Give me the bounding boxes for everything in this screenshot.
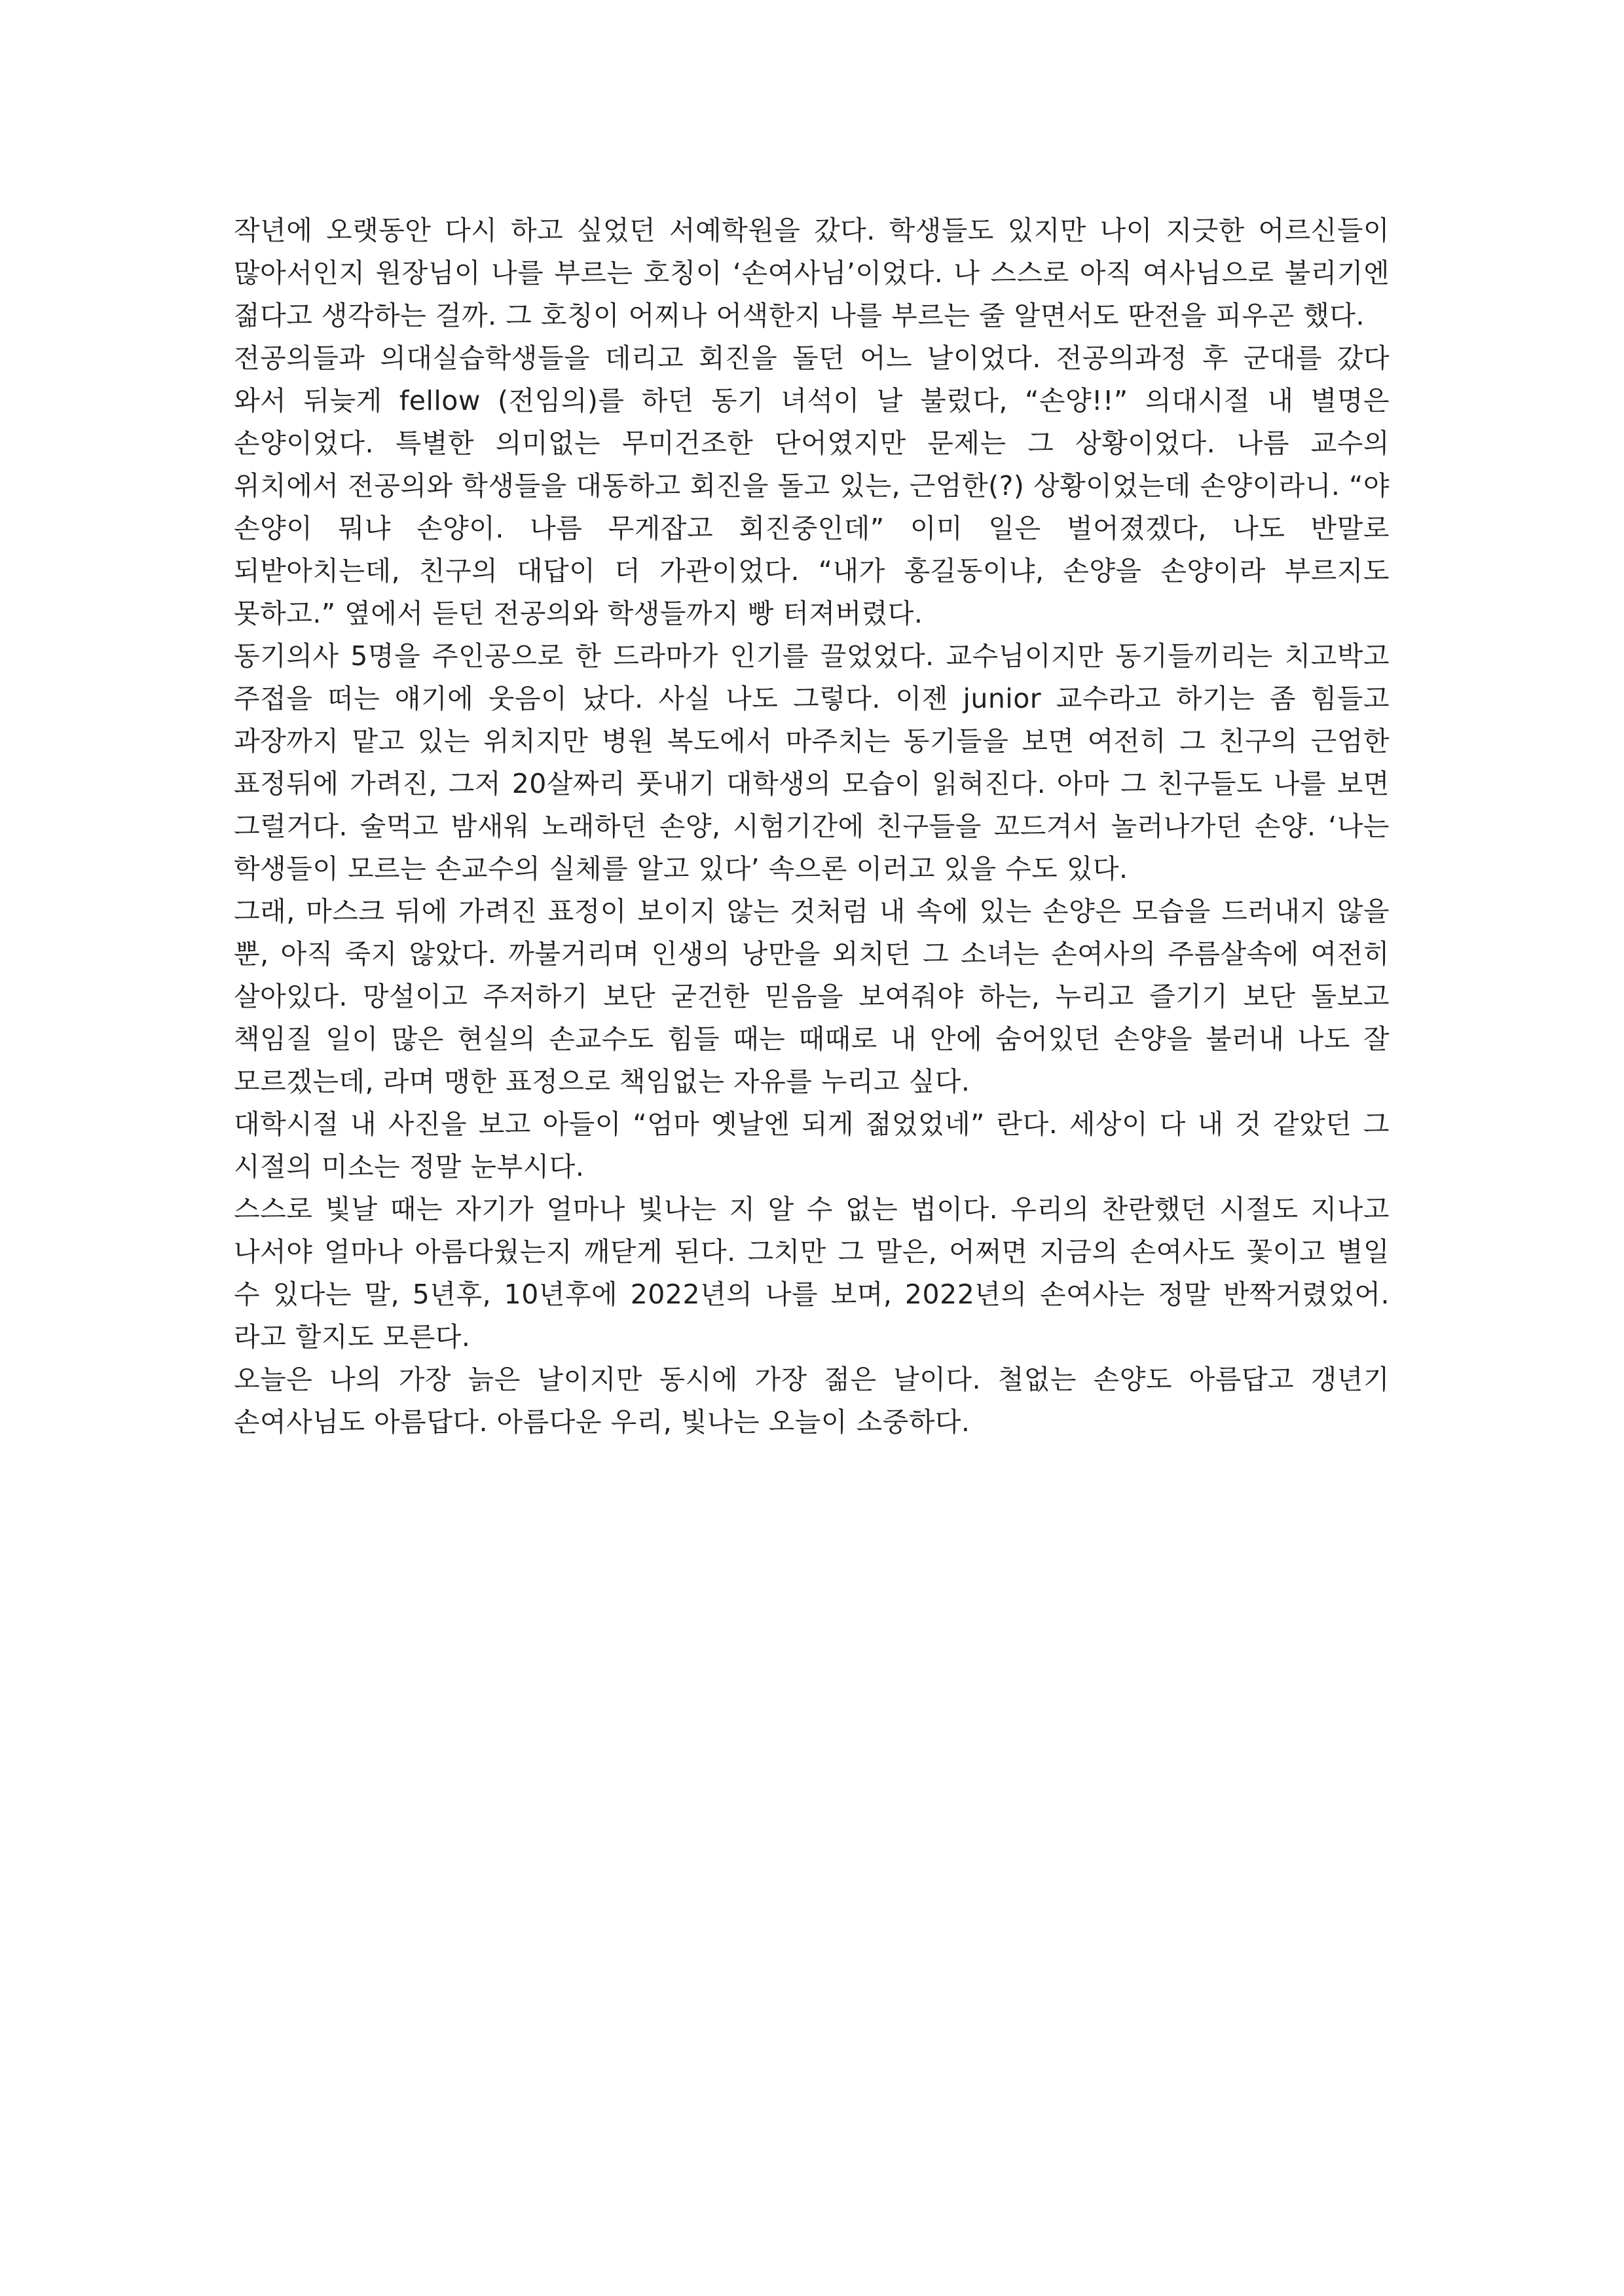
paragraph-2: 전공의들과 의대실습학생들을 데리고 회진을 돌던 어느 날이었다. 전공의과정 후 군대를 갔다 와서 뒤늦게 fellow (전임의)를 하던 동기 녀석이 날 불렀다, “손양!!” 의대시절 내 별명은 손양이었다. 특별한 의미없는 무미건조한 단어였지만 문제는 그 상황이었다. 나름 교수의 위치에서 전공의와 학생들을 대동하고 회진을 돌고 있는, 근엄한(?) 상황이었는데 손양이라니. “야 손양이 뭐냐 손양이. 나름 무게잡고 회진중인데” 이미 일은 벌어졌겠다, 나도 반말로 되받아치는데, 친구의 대답이 더 가관이었다. “내가 홍길동이냐, 손양을 손양이라 부르지도 못하고.” 옆에서 듣던 전공의와 학생들까지 빵 터져버렸다. [234,342,1390,629]
paragraph-3: 동기의사 5명을 주인공으로 한 드라마가 인기를 끌었었다. 교수님이지만 동기들끼리는 치고박고 주접을 떠는 얘기에 웃음이 났다. 사실 나도 그렇다. 이젠 junior 교수라고 하기는 좀 힘들고 과장까지 맡고 있는 위치지만 병원 복도에서 마주치는 동기들을 보면 여전히 그 친구의 근엄한 표정뒤에 가려진, 그저 20살짜리 풋내기 대학생의 모습이 읽혀진다. 아마 그 친구들도 나를 보면 그럴거다. 술먹고 밤새워 노래하던 손양, 시험기간에 친구들을 꼬드겨서 놀러나가던 손양. ‘나는 학생들이 모르는 손교수의 실체를 알고 있다’ 속으론 이러고 있을 수도 있다. [234,640,1390,884]
paragraph-5: 대학시절 내 사진을 보고 아들이 “엄마 옛날엔 되게 젊었었네” 란다. 세상이 다 내 것 같았던 그 시절의 미소는 정말 눈부시다. [234,1108,1390,1182]
paragraph-7: 오늘은 나의 가장 늙은 날이지만 동시에 가장 젊은 날이다. 철없는 손양도 아름답고 갱년기 손여사님도 아름답다. 아름다운 우리, 빛나는 오늘이 소중하다. [234,1364,1390,1438]
essay-body [234,210,1390,1444]
paragraph-4: 그래, 마스크 뒤에 가려진 표정이 보이지 않는 것처럼 내 속에 있는 손양은 모습을 드러내지 않을 뿐, 아직 죽지 않았다. 까불거리며 인생의 낭만을 외치던 그 소녀는 손여사의 주름살속에 여전히 살아있다. 망설이고 주저하기 보단 굳건한 믿음을 보여줘야 하는, 누리고 즐기기 보단 돌보고 책임질 일이 많은 현실의 손교수도 힘들 때는 때때로 내 안에 숨어있던 손양을 불러내 나도 잘 모르겠는데, 라며 맹한 표정으로 책임없는 자유를 누리고 싶다. [234,896,1390,1097]
paragraph-1: 작년에 오랫동안 다시 하고 싶었던 서예학원을 갔다. 학생들도 있지만 나이 지긋한 어르신들이 많아서인지 원장님이 나를 부르는 호칭이 ‘손여사님’이었다. 나 스스로 아직 여사님으로 불리기엔 젊다고 생각하는 걸까. 그 호칭이 어찌나 어색한지 나를 부르는 줄 알면서도 딴전을 피우곤 했다. [234,215,1390,331]
paragraph-6: 스스로 빛날 때는 자기가 얼마나 빛나는 지 알 수 없는 법이다. 우리의 찬란했던 시절도 지나고 나서야 얼마나 아름다웠는지 깨닫게 된다. 그치만 그 말은, 어쩌면 지금의 손여사도 꽃이고 별일 수 있다는 말, 5년후, 10년후에 2022년의 나를 보며, 2022년의 손여사는 정말 반짝거렸었어. 라고 할지도 모른다. [234,1194,1390,1353]
